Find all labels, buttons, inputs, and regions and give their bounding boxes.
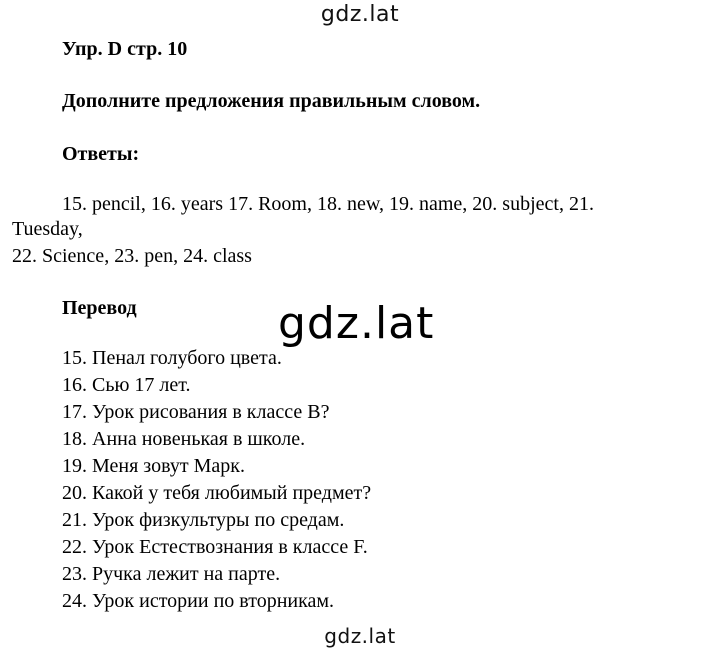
- translation-item: 23. Ручка лежит на парте.: [62, 563, 281, 585]
- translation-item: 16. Сью 17 лет.: [62, 374, 191, 396]
- translation-item: 18. Анна новенькая в школе.: [62, 428, 306, 450]
- translation-item: 24. Урок истории по вторникам.: [62, 590, 335, 612]
- watermark-bottom: gdz.lat: [324, 624, 396, 648]
- watermark-middle: gdz.lat: [278, 298, 435, 349]
- answers-line-2: Tuesday,: [12, 218, 83, 240]
- answers-line-3: 22. Science, 23. pen, 24. class: [12, 245, 252, 267]
- translation-item: 19. Меня зовут Марк.: [62, 455, 245, 477]
- translation-item: 22. Урок Естествознания в классе F.: [62, 536, 368, 558]
- watermark-top: gdz.lat: [320, 2, 400, 27]
- translation-list: [62, 345, 371, 615]
- translation-item: 17. Урок рисования в классе B?: [62, 401, 330, 423]
- exercise-instruction: Дополните предложения правильным словом.: [62, 90, 481, 112]
- translation-item: 21. Урок физкультуры по средам.: [62, 509, 345, 531]
- answers-line-1: 15. pencil, 16. years 17. Room, 18. new, 19. name, 20. subject, 21.: [62, 193, 594, 215]
- translation-item: 20. Какой у тебя любимый предмет?: [62, 482, 372, 504]
- exercise-title: Упр. D стр. 10: [62, 38, 188, 60]
- translation-heading: Перевод: [62, 297, 137, 319]
- translation-item: 15. Пенал голубого цвета.: [62, 347, 282, 369]
- answers-heading: Ответы:: [62, 143, 140, 165]
